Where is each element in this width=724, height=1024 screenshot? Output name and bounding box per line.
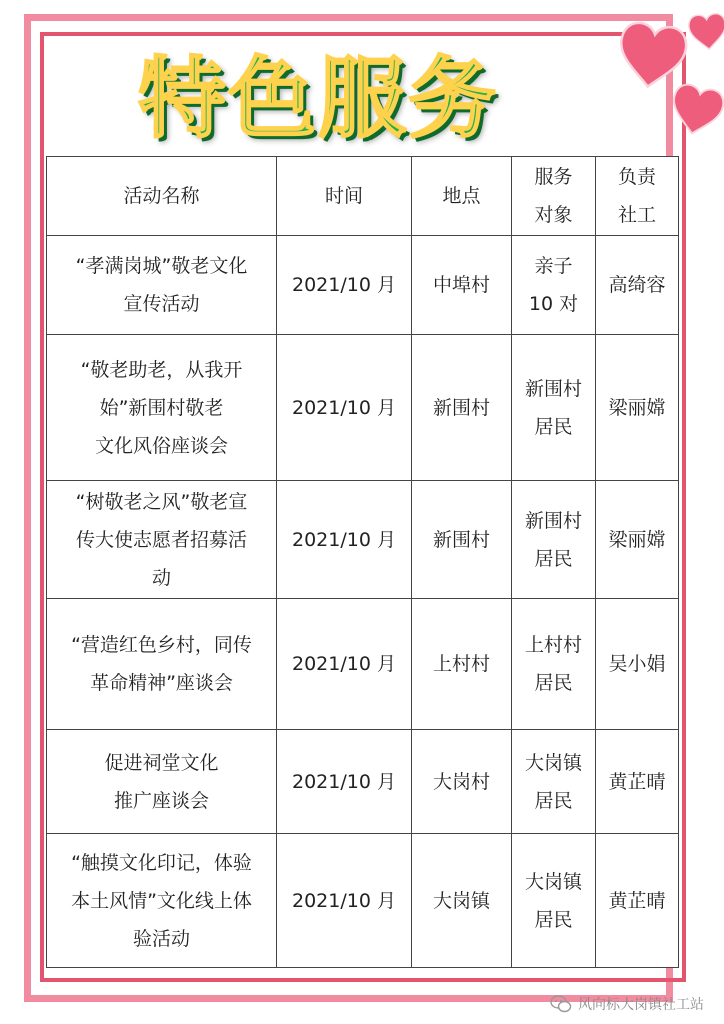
cell-worker: 梁丽嫦: [596, 481, 679, 599]
cell-activity-name: “孝满岗城”敬老文化 宣传活动: [47, 236, 277, 335]
cell-place: 新围村: [412, 481, 512, 599]
cell-time: 2021/10 月: [277, 481, 412, 599]
heart-small-icon: [688, 13, 724, 51]
cell-worker: 黄芷晴: [596, 834, 679, 968]
cell-worker: 梁丽嫦: [596, 335, 679, 481]
cell-time: 2021/10 月: [277, 599, 412, 730]
wechat-icon: [550, 995, 572, 1013]
cell-target: 亲子 10 对: [512, 236, 596, 335]
cell-activity-name: “触摸文化印记，体验 本土风情”文化线上体 验活动: [47, 834, 277, 968]
service-table: [46, 156, 679, 968]
cell-worker: 黄芷晴: [596, 730, 679, 834]
cell-place: 大岗镇: [412, 834, 512, 968]
table-row: [47, 730, 679, 834]
cell-activity-name: “树敬老之风”敬老宣 传大使志愿者招募活 动: [47, 481, 277, 599]
header-target: 服务 对象: [512, 157, 596, 236]
cell-place: 上村村: [412, 599, 512, 730]
watermark: [550, 992, 704, 1016]
cell-time: 2021/10 月: [277, 730, 412, 834]
cell-worker: 吴小娟: [596, 599, 679, 730]
header-time: 时间: [277, 157, 412, 236]
table-row: [47, 481, 679, 599]
table-row: [47, 834, 679, 968]
heart-large-icon: [616, 21, 689, 91]
page-title: 特色服务: [138, 47, 499, 150]
cell-target: 新围村 居民: [512, 481, 596, 599]
header-worker: 负责 社工: [596, 157, 679, 236]
table-header-row: [47, 157, 679, 236]
cell-target: 大岗镇 居民: [512, 834, 596, 968]
cell-activity-name: 促进祠堂文化 推广座谈会: [47, 730, 277, 834]
cell-time: 2021/10 月: [277, 335, 412, 481]
cell-worker: 高绮容: [596, 236, 679, 335]
header-place: 地点: [412, 157, 512, 236]
cell-place: 中埠村: [412, 236, 512, 335]
hearts-decoration: [574, 0, 724, 150]
cell-place: 新围村: [412, 335, 512, 481]
cell-target: 大岗镇 居民: [512, 730, 596, 834]
watermark-text: 风向标大岗镇社工站: [578, 997, 704, 1013]
header-name: 活动名称: [47, 157, 277, 236]
cell-activity-name: “营造红色乡村，同传 革命精神”座谈会: [47, 599, 277, 730]
heart-medium-icon: [668, 82, 724, 138]
cell-target: 新围村 居民: [512, 335, 596, 481]
cell-time: 2021/10 月: [277, 236, 412, 335]
cell-target: 上村村 居民: [512, 599, 596, 730]
cell-activity-name: “敬老助老，从我开 始”新围村敬老 文化风俗座谈会: [47, 335, 277, 481]
table-row: [47, 236, 679, 335]
table-row: [47, 599, 679, 730]
cell-place: 大岗村: [412, 730, 512, 834]
table-row: [47, 335, 679, 481]
cell-time: 2021/10 月: [277, 834, 412, 968]
